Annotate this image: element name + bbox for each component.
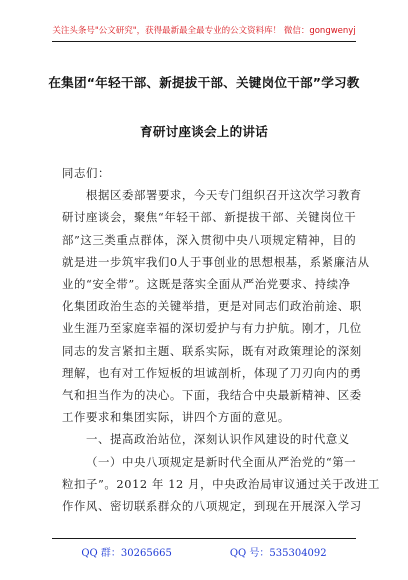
paragraph-line: 化集团政治生态的关键举措，更是对同志们政治前途、职 (62, 299, 362, 314)
paragraph-line: 理解，也有对工作短板的坦诚剖析，体现了刀刃向内的勇 (62, 365, 362, 380)
paragraph-line: （一）中央八项规定是新时代全面从严治党的“第一 (86, 454, 357, 469)
footer-qq-group: QQ 群：30265665 (81, 548, 172, 559)
salutation: 同志们： (62, 166, 110, 180)
footer-divider (52, 538, 356, 539)
paragraph-line: 根据区委部署要求，今天专门组织召开这次学习教育 (86, 188, 362, 203)
header-banner: 关注头条号"公文研究"，获得最新最全最专业的公文资料库！ 微信：gongwenyj (52, 26, 356, 36)
paragraph-line: 气和担当作为的决心。下面，我结合中央最新精神、区委 (62, 388, 362, 403)
paragraph-line: 业生涯乃至家庭幸福的深切爱护与有力护航。刚才，几位 (62, 321, 362, 336)
paragraph-line: 粒扣子”。2012 年 12 月，中央政治局审议通过关于改进工 (62, 476, 380, 491)
paragraph-line: 就是进一步筑牢我们0人于事创业的思想根基，系紧廉洁从 (62, 254, 370, 269)
paragraph-line: 业的“安全带”。这既是落实全面从严治党要求、持续净 (62, 277, 351, 292)
paragraph-line: 部”这三类重点群体，深入贯彻中央八项规定精神，目的 (62, 232, 357, 247)
section-heading: 一、提高政治站位，深刻认识作风建设的时代意义 (86, 432, 350, 447)
paragraph-line: 作作风、密切联系群众的八项规定，到现在开展深入学习 (62, 499, 362, 514)
paragraph-line: 研讨座谈会，聚焦“年轻干部、新提拔干部、关键岗位干 (62, 210, 357, 225)
document-body (62, 162, 380, 517)
document-title-line-2: 育研讨座谈会上的讲话 (140, 124, 268, 139)
footer-qq-number: QQ 号：535304092 (229, 548, 327, 559)
footer (52, 544, 356, 559)
header-divider (52, 41, 356, 42)
paragraph-line: 同志的发言紧扣主题、联系实际，既有对政策理论的深刻 (62, 343, 362, 358)
document-title-line-1: 在集团“年轻干部、新提拔干部、关键岗位干部”学习教 (48, 75, 360, 90)
paragraph-line: 工作要求和集团实际，讲四个方面的意见。 (62, 410, 290, 425)
